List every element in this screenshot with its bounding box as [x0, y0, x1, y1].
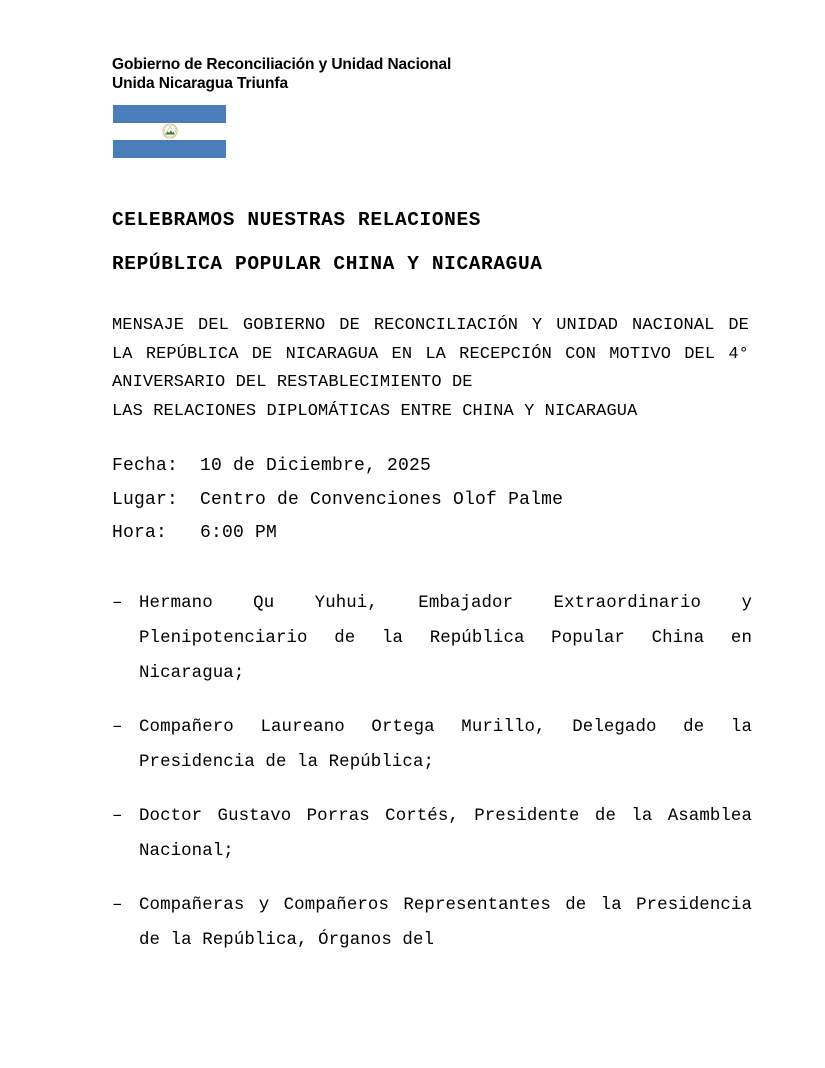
recipients-list — [112, 586, 752, 958]
flag-band-bottom-blue — [113, 140, 226, 158]
lead-paragraph-last-line: LAS RELACIONES DIPLOMÁTICAS ENTRE CHINA Y NICARAGUA — [112, 401, 638, 421]
masthead-line-2: Unida Nicaragua Triunfa — [112, 75, 288, 92]
headline-line-1: CELEBRAMOS NUESTRAS RELACIONES — [112, 209, 482, 231]
headline-line-2: REPÚBLICA POPULAR CHINA Y NICARAGUA — [112, 253, 543, 275]
masthead — [112, 55, 752, 93]
detail-row-lugar: Lugar: Centro de Convenciones Olof Palme — [112, 489, 564, 510]
nicaragua-coat-of-arms-icon — [159, 123, 181, 139]
recipient-text: Hermano Qu Yuhui, Embajador Extraordinario y Plenipotenciario de la República Popular China en Nicaragua; — [139, 594, 752, 683]
event-details — [112, 450, 732, 551]
list-item — [112, 799, 752, 869]
recipient-text: Compañero Laureano Ortega Murillo, Delegado de la Presidencia de la República; — [139, 718, 752, 772]
masthead-line-1: Gobierno de Reconciliación y Unidad Nacional — [112, 56, 452, 73]
detail-row-fecha: Fecha: 10 de Diciembre, 2025 — [112, 456, 432, 476]
nicaragua-flag — [113, 105, 226, 158]
flag-band-middle-white — [113, 123, 226, 141]
flag-band-top-blue — [113, 105, 226, 123]
bullet-dash-icon: – — [112, 718, 123, 737]
detail-row-hora: Hora: 6:00 PM — [112, 523, 278, 543]
list-item — [112, 888, 752, 958]
list-item — [112, 586, 752, 691]
bullet-dash-icon: – — [112, 896, 123, 915]
recipient-text: Doctor Gustavo Porras Cortés, Presidente de la Asamblea Nacional; — [139, 807, 752, 861]
recipient-text: Compañeras y Compañeros Representantes de la Presidencia de la República, Órganos del — [139, 896, 752, 950]
list-item — [112, 710, 752, 780]
lead-paragraph — [112, 312, 749, 426]
bullet-dash-icon: – — [112, 807, 123, 826]
headline — [112, 198, 772, 286]
bullet-dash-icon: – — [112, 594, 123, 613]
lead-paragraph-text: MENSAJE DEL GOBIERNO DE RECONCILIACIÓN Y UNIDAD NACIONAL DE LA REPÚBLICA DE NICARAGUA EN LA RECEPCIÓN CON MOTIVO DEL 4° ANIVERSARIO DEL RESTABLECIMIENTO DE — [112, 316, 749, 393]
